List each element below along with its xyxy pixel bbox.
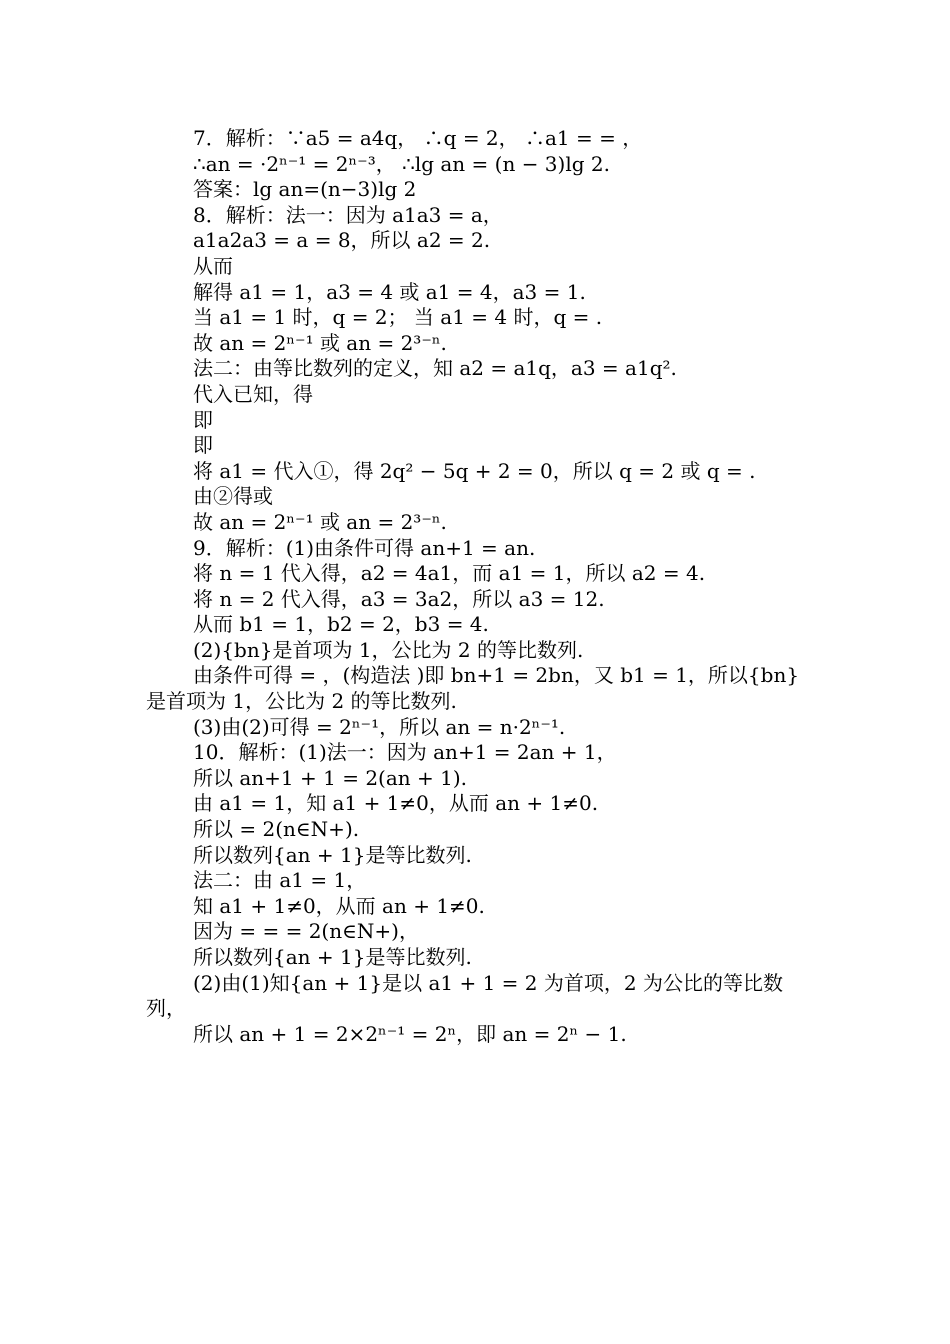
text-line: 法二：由 a1 = 1，	[193, 868, 367, 893]
text-line: 知 a1 + 1≠0，从而 an + 1≠0.	[193, 893, 485, 918]
text-line: 是首项为 1，公比为 2 的等比数列.	[146, 689, 457, 714]
text-line: 10．解析：(1)法一：因为 an+1 = 2an + 1，	[193, 740, 617, 765]
text-line: 代入已知，得	[193, 381, 313, 406]
text-line: 由条件可得 = ，(构造法 )即 bn+1 = 2bn，又 b1 = 1，所以{bn}	[193, 663, 800, 688]
text-line: 解得 a1 = 1，a3 = 4 或 a1 = 4，a3 = 1.	[193, 279, 586, 304]
text-line: 将 n = 1 代入得，a2 = 4a1，而 a1 = 1，所以 a2 = 4.	[193, 561, 706, 586]
text-line: (2){bn}是首项为 1，公比为 2 的等比数列.	[193, 637, 584, 662]
text-line: 故 an = 2ⁿ⁻¹ 或 an = 2³⁻ⁿ.	[193, 330, 447, 355]
text-line: 将 a1 = 代入①，得 2q² − 5q + 2 = 0，所以 q = 2 或 q = .	[193, 458, 756, 483]
text-line: 故 an = 2ⁿ⁻¹ 或 an = 2³⁻ⁿ.	[193, 509, 447, 534]
text-line: 将 n = 2 代入得，a3 = 3a2，所以 a3 = 12.	[193, 586, 605, 611]
text-line: 即	[193, 407, 213, 432]
text-line: 即	[193, 433, 213, 458]
text-line: (3)由(2)可得 = 2ⁿ⁻¹，所以 an = n·2ⁿ⁻¹.	[193, 714, 566, 739]
text-line: 从而 b1 = 1，b2 = 2，b3 = 4.	[193, 612, 489, 637]
text-line: 由②得或	[193, 484, 273, 509]
text-line: a1a2a3 = a = 8，所以 a2 = 2.	[193, 228, 491, 253]
document-body	[0, 126, 950, 1047]
text-line: 从而	[193, 253, 233, 278]
text-line: 当 a1 = 1 时，q = 2； 当 a1 = 4 时，q = .	[193, 305, 603, 330]
text-line: 由 a1 = 1，知 a1 + 1≠0，从而 an + 1≠0.	[193, 791, 599, 816]
text-line: 所以数列{an + 1}是等比数列.	[193, 945, 472, 969]
text-line: ∴an = ·2ⁿ⁻¹ = 2ⁿ⁻³， ∴lg an = (n − 3)lg 2.	[193, 151, 610, 176]
text-line: 因为 = = = 2(n∈N+)，	[193, 919, 419, 944]
text-line: 8．解析：法一：因为 a1a3 = a，	[193, 202, 503, 227]
text-line: 答案：lg an=(n−3)lg 2	[193, 177, 417, 202]
text-line: 所以 an + 1 = 2×2ⁿ⁻¹ = 2ⁿ，即 an = 2ⁿ − 1.	[193, 1021, 627, 1046]
text-line: 所以 = 2(n∈N+).	[193, 817, 360, 842]
text-line: (2)由(1)知{an + 1}是以 a1 + 1 = 2 为首项，2 为公比的等比数	[193, 970, 783, 995]
text-line: 法二：由等比数列的定义，知 a2 = a1q，a3 = a1q².	[193, 356, 677, 381]
text-line: 列，	[146, 996, 186, 1021]
text-line: 所以 an+1 + 1 = 2(an + 1).	[193, 765, 468, 790]
text-line: 所以数列{an + 1}是等比数列.	[193, 842, 472, 867]
text-line: 7．解析：∵a5 = a4q， ∴q = 2， ∴a1 = = ，	[193, 126, 643, 150]
text-line: 9．解析：(1)由条件可得 an+1 = an.	[193, 535, 536, 560]
